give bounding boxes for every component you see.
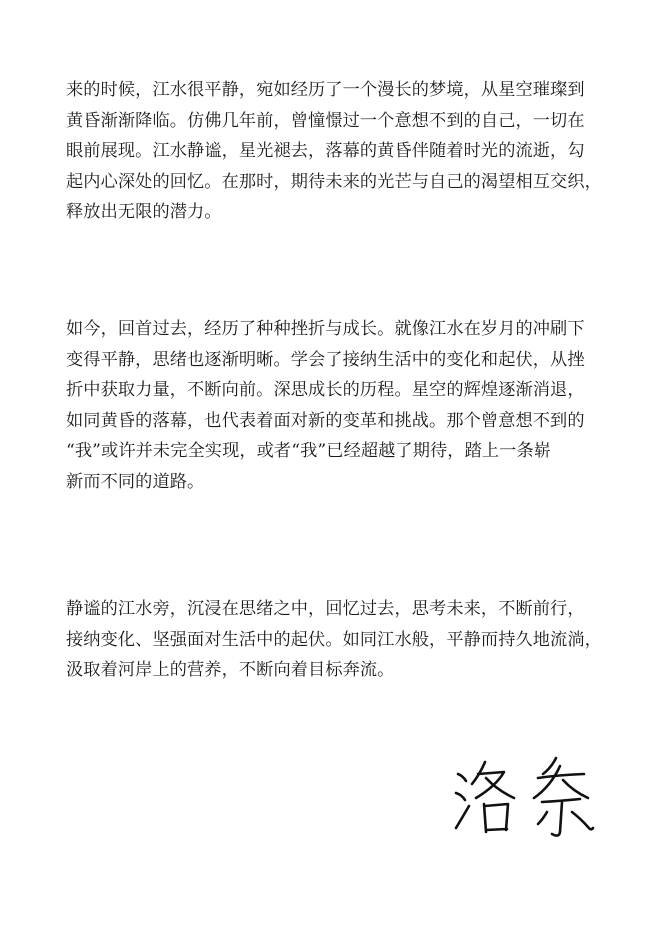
text-line: 如今，回首过去，经历了种种挫折与成长。就像江水在岁月的冲刷下	[66, 319, 585, 339]
text-line: 释放出无限的潜力。	[66, 202, 222, 222]
text-line: 新而不同的道路。	[66, 471, 205, 492]
paragraph-2	[66, 314, 606, 497]
text-line: 变得平静，思绪也逐渐明晰。学会了接纳生活中的变化和起伏，从挫	[66, 349, 585, 370]
handwritten-signature	[452, 752, 602, 842]
text-line: 汲取着河岸上的营养，不断向着目标奔流。	[66, 660, 395, 680]
text-line: “我”或许并未完全实现，或者“我”已经超越了期待，踏上一条崭	[66, 441, 552, 461]
text-line: 黄昏渐渐降临。仿佛几年前，曾憧憬过一个意想不到的自己，一切在	[66, 110, 585, 131]
text-line: 静谧的江水旁，沉浸在思绪之中，回忆过去，思考未来，不断前行，	[66, 599, 585, 619]
text-line: 折中获取力量，不断向前。深思成长的历程。星空的辉煌逐渐消退，	[66, 380, 585, 400]
paragraph-1	[66, 75, 606, 228]
text-line: 接纳变化、坚强面对生活中的起伏。如同江水般，平静而持久地流淌，	[66, 629, 602, 650]
text-line: 起内心深处的回忆。在那时，期待未来的光芒与自己的渴望相互交织，	[66, 171, 602, 192]
text-line: 来的时候，江水很平静，宛如经历了一个漫长的梦境，从星空璀璨到	[66, 80, 585, 100]
text-line: 如同黄昏的落幕，也代表着面对新的变革和挑战。那个曾意想不到的	[66, 410, 585, 431]
text-line: 眼前展现。江水静谧，星光褪去，落幕的黄昏伴随着时光的流逝，勾	[66, 141, 585, 161]
paragraph-3	[66, 594, 606, 686]
